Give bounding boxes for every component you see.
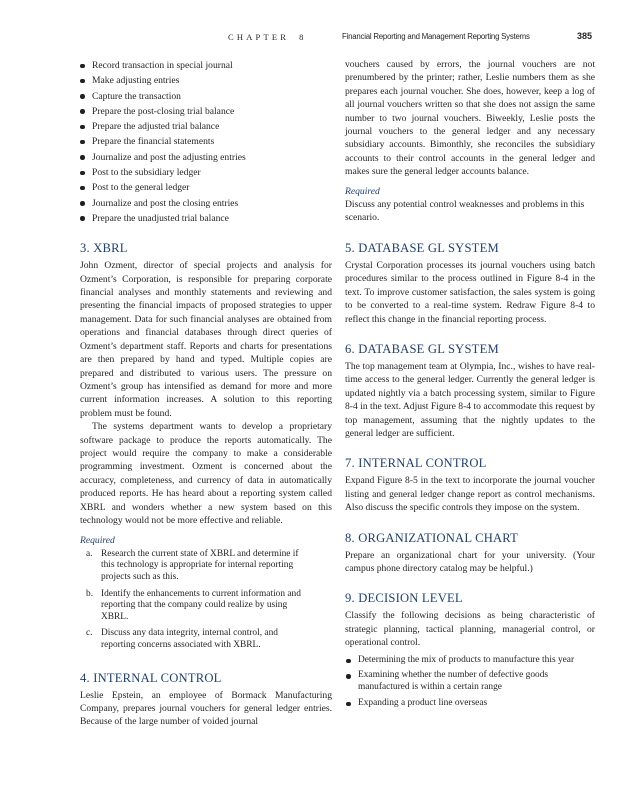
bullet-icon: [80, 155, 85, 160]
bullet-icon: [80, 186, 85, 191]
list-item: Journalize and post the closing entries: [80, 196, 332, 211]
list-item: Prepare the adjusted trial balance: [80, 119, 332, 134]
page-number: 385: [577, 31, 593, 41]
list-item: Determining the mix of products to manufacture this year: [345, 655, 595, 667]
section-heading-database-gl-6: 6. DATABASE GL SYSTEM: [345, 341, 499, 356]
internal-control-paragraph: Leslie Epstein, an employee of Bormack Manufacturing Company, prepares journal vouchers for general ledger entries. Because of the large number of voided journal: [80, 689, 332, 728]
list-item: Examining whether the number of defective goods manufactured is within a certain range: [345, 670, 595, 694]
required-text: Discuss any potential control weaknesses and problems in this scenario.: [345, 199, 585, 224]
bullet-icon: [80, 125, 85, 130]
chapter-label: CHAPTER 8: [228, 32, 307, 42]
decision-list: [345, 655, 595, 710]
bullet-icon: [80, 216, 85, 221]
section-7-paragraph: Expand Figure 8-5 in the text to incorporate the journal voucher listing and general ledger change report as control mechanisms. Also discuss the specific controls they impose on the system.: [345, 475, 595, 514]
section-heading-xbrl: 3. XBRL: [80, 241, 128, 256]
list-item: Expanding a product line overseas: [345, 698, 595, 710]
list-item: Post to the subsidiary ledger: [80, 165, 332, 180]
section-heading-internal-control-7: 7. INTERNAL CONTROL: [345, 456, 487, 471]
list-item: Make adjusting entries: [80, 73, 332, 88]
xbrl-paragraph-1: John Ozment, director of special projects and analysis for Ozment’s Corporation, is responsible for preparing corporate financial analyses and monthly statements and reviewing and presenting the financial impacts of proposed strategies to upper management. Data for such financial analyses are obtained from operations and financial databases through direct queries of Ozment’s department staff. Reports and charts for presentations are then prepared by hand and typed. Multiple copies are prepared and distributed to various users. The pressure on Ozment’s group has intensified as demand for more and more current information increases. A solution to this reporting problem must be found.: [80, 260, 332, 419]
bullet-icon: [346, 702, 351, 707]
left-column: [80, 58, 332, 729]
section-9-paragraph: Classify the following decisions as being characteristic of strategic planning, tactical planning, managerial control, or operational control.: [345, 610, 595, 649]
list-item: a. Research the current state of XBRL and determine if this technology is appropriate for internal reporting projects such as this.: [86, 548, 299, 582]
list-item: Prepare the financial statements: [80, 134, 332, 149]
section-heading-organizational-chart: 8. ORGANIZATIONAL CHART: [345, 530, 519, 545]
section-8-paragraph: Prepare an organizational chart for your university. (Your campus phone directory catalog may be helpful.): [345, 549, 595, 574]
bullet-icon: [80, 94, 85, 99]
bullet-icon: [80, 79, 85, 84]
list-item: Record transaction in special journal: [80, 58, 332, 73]
section-6-paragraph: The top management team at Olympia, Inc., wishes to have real-time access to the general ledger. Currently the general ledger is updated nightly via a batch processing system, similar to Figure 8-4 in the text. Adjust Figure 8-4 to accommodate this request by top management, assuming that the nightly updates to the general ledger are sufficient.: [345, 360, 595, 439]
bullet-icon: [80, 171, 85, 176]
right-column: [345, 58, 595, 714]
bullet-icon: [80, 201, 85, 206]
section-5-paragraph: Crystal Corporation processes its journal vouchers using batch procedures similar to the process outlined in Figure 8-4 in the text. To improve customer satisfaction, the sales system is going to be converted to a real-time system. Redraw Figure 8-4 to reflect this change in the financial reporting process.: [345, 259, 595, 325]
list-item: Prepare the post-closing trial balance: [80, 104, 332, 119]
list-item: Prepare the unadjusted trial balance: [80, 211, 332, 226]
bullet-icon: [346, 674, 351, 679]
bullet-icon: [80, 64, 85, 69]
list-item: c. Discuss any data integrity, internal control, and reporting concerns associated with XBRL.: [86, 628, 278, 650]
list-item: b. Identify the enhancements to current information and reporting that the company could realize by using XBRL.: [86, 588, 301, 622]
running-title: Financial Reporting and Management Reporting Systems: [342, 32, 530, 41]
section-heading-decision-level: 9. DECISION LEVEL: [345, 591, 463, 606]
list-item: Capture the transaction: [80, 89, 332, 104]
step-list: [80, 58, 332, 226]
required-label: Required: [345, 185, 380, 197]
required-list: [80, 549, 332, 652]
list-item: Post to the general ledger: [80, 180, 332, 195]
section-heading-internal-control: 4. INTERNAL CONTROL: [80, 670, 222, 685]
running-header: [0, 32, 639, 46]
bullet-icon: [346, 659, 351, 664]
continued-paragraph: vouchers caused by errors, the journal vouchers are not prenumbered by the printer; rather, Leslie numbers them as she prepares each journal voucher. She does, however, keep a log of all journal vouchers written so that she does not assign the same number to two journal vouchers. Biweekly, Leslie posts the journal vouchers to the general ledger and any necessary subsidiary accounts. Bimonthly, she reconciles the subsidiary accounts to their control accounts in the general ledger and makes sure the general ledger accounts balance.: [345, 59, 595, 178]
xbrl-paragraph-2: The systems department wants to develop a proprietary software package to produce the reports automatically. The project would require the company to make a considerable programming investment. Ozment is concerned about the accuracy, completeness, and currency of data in automatically produced reports. He has heard about a reporting system called XBRL and wonders whether a new system based on this technology would not be more effective and reliable.: [80, 421, 332, 526]
required-label: Required: [80, 535, 115, 547]
list-item: Journalize and post the adjusting entries: [80, 150, 332, 165]
section-heading-database-gl-5: 5. DATABASE GL SYSTEM: [345, 240, 499, 255]
bullet-icon: [80, 109, 85, 114]
bullet-icon: [80, 140, 85, 145]
